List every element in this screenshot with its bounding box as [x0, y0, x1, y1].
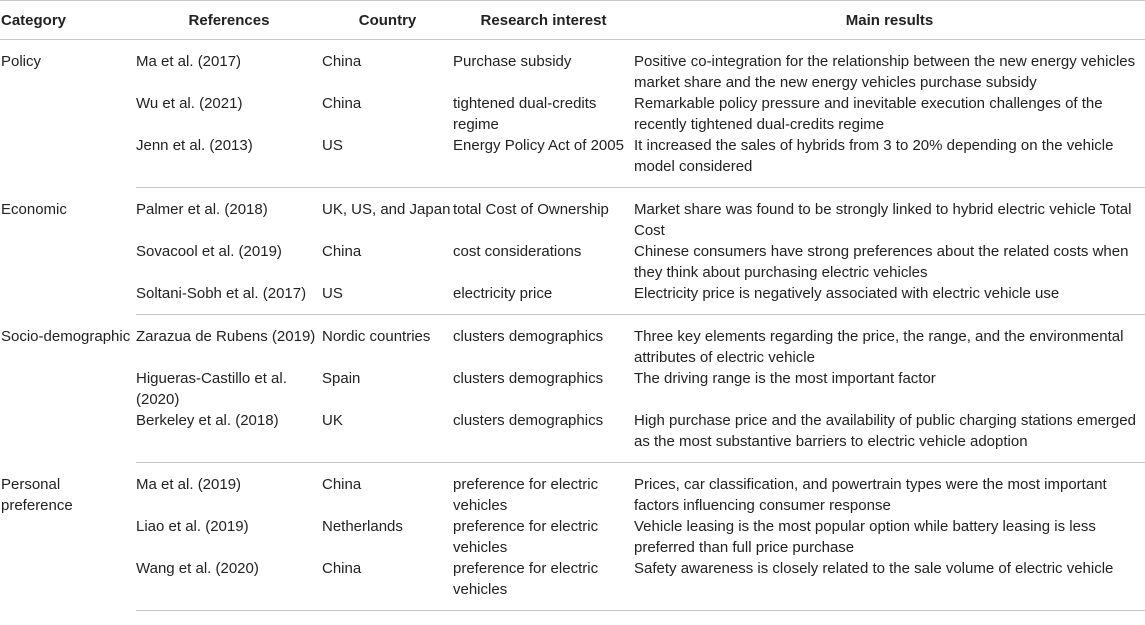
- interest-cell: total Cost of Ownership: [453, 201, 609, 218]
- country-cell: UK: [322, 410, 453, 463]
- table-row: [0, 315, 1145, 369]
- country-cell: UK, US, and Japan: [322, 201, 451, 218]
- reference-cell: Berkeley et al. (2018): [136, 410, 322, 463]
- table-row: [0, 410, 1145, 463]
- reference-cell: Sovacool et al. (2019): [136, 243, 282, 260]
- interest-cell: preference for electric vehicles: [453, 518, 599, 556]
- reference-cell: Zarazua de Rubens (2019): [136, 328, 316, 345]
- interest-cell: electricity price: [453, 283, 634, 315]
- result-cell: Remarkable policy pressure and inevitable execution challenges of the recently tightened dual-credits regime: [634, 95, 1103, 133]
- reference-cell: Wang et al. (2020): [136, 558, 322, 611]
- reference-cell: Liao et al. (2019): [136, 518, 249, 535]
- country-cell: China: [322, 53, 362, 70]
- interest-cell: preference for electric vehicles: [453, 558, 634, 611]
- header-research-interest: Research interest: [453, 1, 634, 40]
- category-cell: Policy: [1, 53, 42, 70]
- result-cell: Vehicle leasing is the most popular option while battery leasing is less preferred than full price purchase: [634, 518, 1096, 556]
- table-row: [0, 516, 1145, 558]
- table-row: [0, 558, 1145, 611]
- interest-cell: clusters demographics: [453, 328, 604, 345]
- result-cell: Chinese consumers have strong preferences about the related costs when they think about purchasing electric vehicles: [634, 243, 1129, 281]
- reference-cell: Ma et al. (2017): [136, 53, 242, 70]
- reference-cell: Soltani-Sobh et al. (2017): [136, 283, 322, 315]
- table-row: [0, 40, 1145, 94]
- reference-cell: Wu et al. (2021): [136, 95, 243, 112]
- header-country: Country: [322, 1, 453, 40]
- interest-cell: clusters demographics: [453, 410, 634, 463]
- result-cell: Electricity price is negatively associated with electric vehicle use: [634, 283, 1145, 315]
- interest-cell: cost considerations: [453, 243, 582, 260]
- interest-cell: clusters demographics: [453, 370, 604, 387]
- table-row: [0, 463, 1145, 517]
- table-row: [0, 283, 1145, 315]
- country-cell: China: [322, 476, 362, 493]
- table-row: [0, 93, 1145, 135]
- result-cell: The driving range is the most important factor: [634, 370, 936, 387]
- table-row: [0, 188, 1145, 242]
- interest-cell: preference for electric vehicles: [453, 476, 599, 514]
- table-row: [0, 368, 1145, 410]
- result-cell: Three key elements regarding the price, the range, and the environmental attributes of electric vehicle: [634, 328, 1124, 366]
- reference-cell: Higueras-Castillo et al. (2020): [136, 370, 287, 408]
- table-row: [0, 241, 1145, 283]
- interest-cell: Purchase subsidy: [453, 53, 572, 70]
- table-row: [0, 135, 1145, 188]
- result-cell: Prices, car classification, and powertrain types were the most important factors influencing consumer response: [634, 476, 1107, 514]
- table-header-row: [0, 1, 1145, 40]
- reference-cell: Palmer et al. (2018): [136, 201, 268, 218]
- header-category: Category: [0, 1, 136, 40]
- header-references: References: [136, 1, 322, 40]
- result-cell: Market share was found to be strongly linked to hybrid electric vehicle Total Cost: [634, 201, 1132, 239]
- result-cell: It increased the sales of hybrids from 3 to 20% depending on the vehicle model considered: [634, 135, 1145, 188]
- country-cell: China: [322, 243, 362, 260]
- result-cell: Safety awareness is closely related to the sale volume of electric vehicle: [634, 558, 1145, 611]
- country-cell: US: [322, 283, 453, 315]
- category-cell: Economic: [1, 200, 67, 218]
- country-cell: China: [322, 95, 362, 112]
- country-cell: China: [322, 558, 453, 611]
- category-cell: Personal preference: [1, 475, 73, 514]
- result-cell: Positive co-integration for the relationship between the new energy vehicles market share and the new energy vehicles purchase subsidy: [634, 53, 1136, 91]
- interest-cell: tightened dual-credits regime: [453, 95, 597, 133]
- country-cell: Netherlands: [322, 518, 403, 535]
- reference-cell: Ma et al. (2019): [136, 476, 242, 493]
- header-main-results: Main results: [634, 1, 1145, 40]
- country-cell: Nordic countries: [322, 328, 431, 345]
- reference-cell: Jenn et al. (2013): [136, 135, 322, 188]
- country-cell: Spain: [322, 370, 361, 387]
- result-cell: High purchase price and the availability of public charging stations emerged as the most substantive barriers to electric vehicle adoption: [634, 410, 1145, 463]
- category-cell: Socio-demographic: [1, 327, 131, 345]
- interest-cell: Energy Policy Act of 2005: [453, 135, 634, 188]
- country-cell: US: [322, 135, 453, 188]
